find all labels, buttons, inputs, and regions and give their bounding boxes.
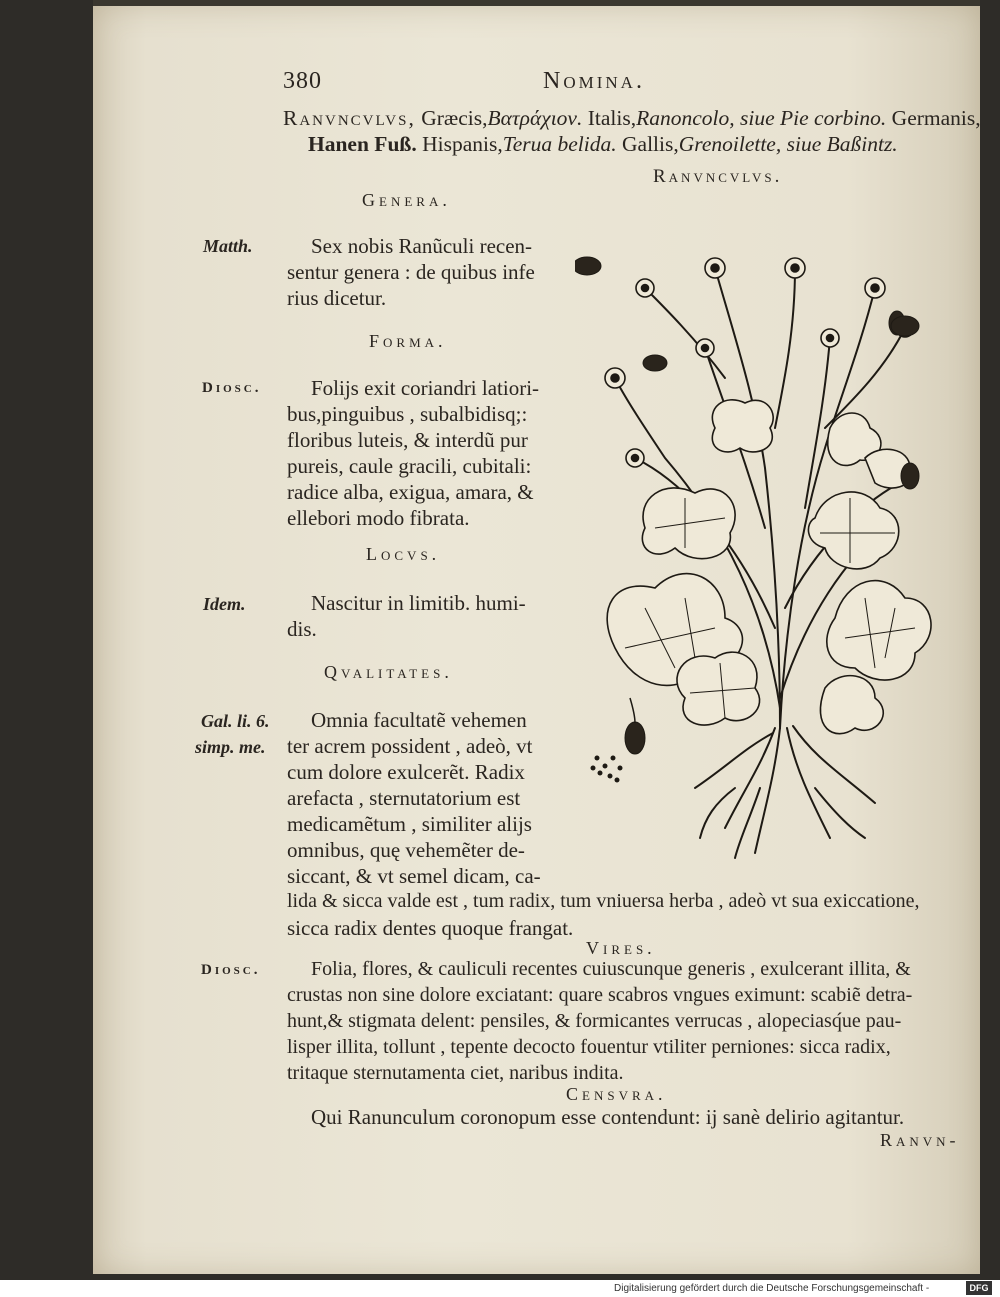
genera-line: Sex nobis Ranũculi recen- [311,234,533,258]
qualitates-line: arefacta , sternutatorium est [287,786,521,810]
qualitates-line: medicamẽtum , similiter alijs [287,812,532,836]
forma-line: floribus luteis, & interdũ pur [287,428,528,452]
vires-line: Folia, flores, & cauliculi recentes cuiuscunque generis , exulcerant illita, & [311,958,911,980]
names-line-1 [283,106,981,131]
vires-line: tritaque sternutamenta ciet, naribus indita. [287,1062,624,1084]
ranunculus-woodcut-illustration [575,228,935,868]
forma-line: Folijs exit coriandri latiori- [311,376,540,400]
greek-name: Βατράχιον. [487,106,583,130]
spanish-name: Terua belida. [502,132,617,156]
catchword: Ranvn- [880,1130,960,1150]
plant-name: Ranvncvlvs, [283,106,416,130]
vires-margin-note: Diosc. [201,962,261,978]
qualitates-wide-line: sicca radix dentes quoque frangat. [287,916,574,940]
vires-line: hunt,& stigmata delent: pensiles, & formicantes verrucas , alopeciasq́ue pau- [287,1010,902,1032]
forma-heading: Forma. [369,331,447,351]
locus-line: dis. [287,617,317,641]
vires-line: lisper illita, tollunt , tepente decocto fouentur vtiliter perniones: sicca radix, [287,1036,891,1058]
french-name: Grenoilette, siue Baßintz. [678,132,898,156]
dfg-logo: DFG [966,1281,992,1295]
qualitates-line: Omnia facultatẽ vehemen [311,708,527,732]
genera-heading: Genera. [362,190,451,210]
names-line-2 [308,132,898,157]
censura-line: Qui Ranunculum coronopum esse contendunt: ij sanè delirio agitantur. [311,1105,905,1129]
figure-caption: Ranvncvlvs. [653,166,783,187]
forma-line: radice alba, exigua, amara, & [287,480,534,504]
locus-line: Nascitur in limitib. humi- [311,591,526,615]
running-title: Nomina. [543,68,645,94]
french-label: Gallis, [622,132,679,156]
qualitates-line: siccant, & vt semel dicam, ca- [287,864,541,888]
qualitates-line: cum dolore exulcerẽt. Radix [287,760,525,784]
qualitates-margin-note: simp. me. [195,737,266,757]
censura-heading: Censvra. [566,1084,667,1104]
forma-line: pureis, caule gracili, cubitali: [287,454,532,478]
greek-label: Græcis, [421,106,488,130]
spanish-label: Hispanis, [422,132,503,156]
locus-heading: Locvs. [366,544,441,564]
locus-margin-note: Idem. [203,594,246,614]
forma-line: ellebori modo fibrata. [287,506,470,530]
qualitates-wide-line: lida & sicca valde est , tum radix, tum vniuersa herba , adeò vt sua exiccatione, [287,890,920,912]
genera-margin-note: Matth. [203,236,253,256]
qualitates-heading: Qvalitates. [324,662,453,682]
italian-name: Ranoncolo, siue Pie corbino. [636,106,887,130]
german-label: Germanis, [891,106,981,130]
qualitates-margin-note: Gal. li. 6. [201,711,270,731]
vires-heading: Vires. [586,938,656,958]
genera-line: sentur genera : de quibus infe [287,260,535,284]
forma-margin-note: Diosc. [202,380,262,396]
qualitates-line: ter acrem possident , adeò, vt [287,734,533,758]
forma-line: bus,pinguibus , subalbidisq;: [287,402,528,426]
italian-label: Italis, [587,106,637,130]
german-name: Hanen Fuß. [308,132,417,156]
page-number: 380 [283,68,322,94]
digitization-credit: Digitalisierung gefördert durch die Deutsche Forschungsgemeinschaft - [614,1283,930,1294]
qualitates-line: omnibus, quę vehemẽter de- [287,838,525,862]
vires-line: crustas non sine dolore exciatant: quare scabros vngues eximunt: scabiẽ detra- [287,984,913,1006]
genera-line: rius dicetur. [287,286,387,310]
